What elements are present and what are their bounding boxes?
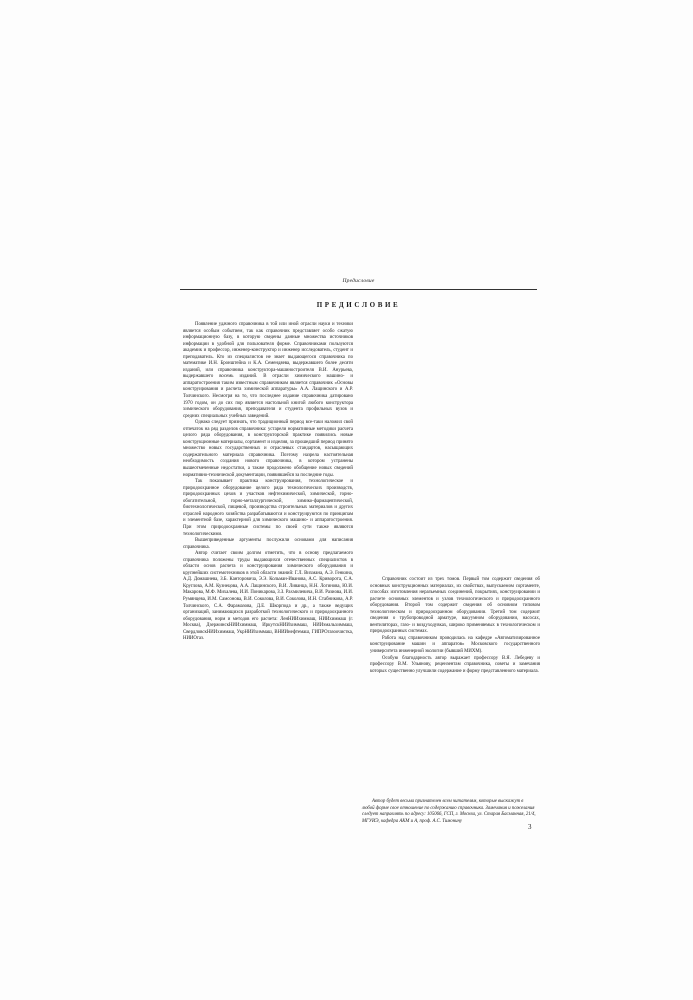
paragraph: Работа над справочником проводилась на кафедре «Автоматизированное конструирование машин и аппаратов» Московского государственного университета инженерной экологии (бывший МИХМ). bbox=[370, 635, 540, 655]
paragraph: Вышеприведенные аргументы послужили основами для написания справочника. bbox=[183, 538, 353, 550]
page-number: 3 bbox=[528, 823, 532, 831]
running-head: Предисловие bbox=[342, 278, 375, 284]
paragraph: Так показывает практика конструирования, технологическое и природоохранное оборудование целого ряда технологических производств, природоохранных цехов и участков нефтехимической, химической, горно-обогатительной, горно-металлургической, химико-фармацевтической, биотехнологической, пищевой, производства строительных материалов и других отраслей народного хозяйства разрабатываются и конструируются по принципам и элементной базе, характерной для химического машино- и аппаратостроения. При этом природоохранные системы по своей сути также являются технологическими. bbox=[183, 479, 353, 537]
paragraph: Особую благодарность автор выражает профессору В.Я. Лебедеву и профессору В.М. Ульянову, рецензентам справочника, советы и замечания которых существенно улучшили содержание и форму представленного материала. bbox=[370, 655, 540, 674]
note-text: Автор будет весьма признателен всем читателям, которые выскажут в любой форме свое отношение по содержанию справочника. Замечания и пожелания следует направлять по адресу: 105066, ГСП, г. Москва, ул. Старая Басманная, 21/4, МГУИЭ, кафедра АКМ и А, проф. А.С. Тимонину bbox=[362, 799, 536, 824]
page-title: ПРЕДИСЛОВИЕ bbox=[316, 301, 401, 309]
paragraph: Автор считает своим долгом отметить, что в основу предлагаемого справочника положены труды выдающихся отечественных специалистов в области основ расчета и конструирования химического оборудования и крупнейших системотехников в этой области знаний: Г.Л. Вихмана, А.Э. Генкина, А.Д. Домашнева, З.Б. Канторовича, Э.Э. Кольман-Иванова, А.С. Криворота, С.А. Круглова, А.М. Кузнецова, А.А. Лащинского, В.И. Ливанца, Н.Н. Логинова, Ю.И. Макарова, М.Ф. Михалева, И.И. Поникарова, З.З. Рахмилевича, В.И. Разиова, И.И. Румянцева, И.М. Самсонова, В.И. Соколова, В.И. Соколова, И.Н. Стабникова, А.Р. Толчинского, С.А. Фарамазова, Д.Е. Шкорпода и др., а также ведущих организаций, занимающихся разработкой технологического и природоохранного оборудования, норм и методов его расчета: ЛенНИИхиммаш, НИИхиммаш (г. Москва), ДзержинскНИИхиммаш, ИркутскНИИхиммаш, НИИэмальхиммаш, СвердловскНИИхиммаш, УкрНИИхиммаш, ВНИИнефтемаш, ГИПРОгазоочистка, НИИОгаз. bbox=[183, 551, 353, 642]
left-column bbox=[183, 322, 353, 643]
paragraph: Однако следует признать, что традиционный период все-таки наложил свой отпечаток на ряд разделов справочника: устарели нормативные методики расчета целого ряда оборудования, в конструкторской практике появились новые конструкционные материалы, сортамент и изделия, за прошедший период принято множество новых государственных и отраслевых стандартов, насыщающих содержательного материала справочника. Поэтому назрела настоятельная необходимость создания нового справочника, в котором устранены вышеотмеченные недостатки, а также продолжено обобщение новых сведений нормативно-технической документации, появившейся за последние годы. bbox=[183, 420, 353, 478]
paragraph: Справочник состоит из трех томов. Первый том содержит сведения об основных конструкционных материалах, их свойствах, выпускаемом сортаменте, способах изготовления неразъемных соединений, покрытиях, конструировании и расчете основных элементов и узлов технологического и природоохранного оборудования. Второй том содержит сведения об основном типовом технологическом и природоохранном оборудовании. Третий том содержит сведения о трубопроводной арматуре, вакуумном оборудовании, насосах, вентиляторах, газо- и воздуходувках, широко применяемых в технологическом и природоохранных системах. bbox=[370, 577, 540, 635]
header-rule bbox=[180, 289, 537, 290]
paragraph: Появление удачного справочника в той или иной отрасли науки и техники является особым событием, так как справочник представляет особо сжатую информационную базу, в которую сведены данные множества источников информации в удобной для пользователя форме. Справочниками пользуются академик и профессор, инженер-конструктор и инженер исследователь, студент и преподаватель. Кто из специалистов не знает выдающегося справочника по математике И.Н. Бронштейна и К.А. Семендяева, выдержавшего более десяти изданий, или справочника конструктора-машиностроителя В.И. Анурьева, выдержавшего восемь изданий. В отрасли химического машино- и аппаратостроения таким известным справочником является справочник «Основы конструирования и расчета химической аппаратуры» А.А. Лащинского и А.Р. Толчинского. Несмотря на то, что последнее издание справочника датировано 1970 годом, он до сих пор является настольной книгой любого конструктора химического оборудования, преподавателя и студента профильных вузов и средних специальных учебных заведений. bbox=[183, 322, 353, 419]
author-note bbox=[362, 799, 537, 825]
right-column bbox=[370, 577, 540, 675]
